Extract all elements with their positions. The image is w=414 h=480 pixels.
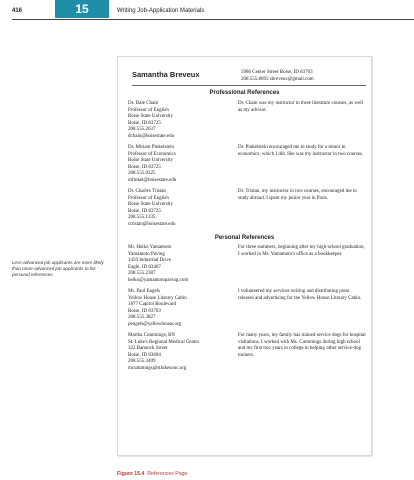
reference-note: Dr. Tristan, my instructor in two courses, encouraged me to study abroad. I spent my junior year in Paris. xyxy=(238,189,357,201)
reference-street: 1450 Industrial Drive xyxy=(128,258,172,263)
personal-references-heading: Personal References xyxy=(214,235,275,241)
contact-phone-email: 208.555.8693 sbreveux@gmail.com xyxy=(241,76,314,82)
reference-phone: 208.555.3827 xyxy=(128,315,156,320)
header-rule xyxy=(12,19,414,20)
reference-street: 322 Bannock Street xyxy=(128,346,168,351)
reference-org: Yellow House Literary Cabin xyxy=(128,295,187,301)
reference-address xyxy=(128,101,228,140)
reference-org: Boise State University xyxy=(128,202,173,207)
reference-email: mcummings@stlukesonc.org xyxy=(128,365,187,371)
reference-phone: 208.555.2387 xyxy=(128,271,156,276)
reference-note: For three summers, beginning after my high-school graduation, I worked in Mr. Yamamoto's office as a bookkeeper. xyxy=(238,245,365,257)
reference-name: Mr. Heiko Yamamoto xyxy=(128,245,172,250)
reference-name: Dr. Charles Tristan xyxy=(128,189,166,194)
reference-email: pengels@yellowhouse.org xyxy=(128,321,181,327)
reference-city: Boise, ID 83703 xyxy=(128,308,161,314)
reference-address xyxy=(128,189,228,228)
reference-entry xyxy=(128,245,366,287)
reference-name: Mr. Paul Engels xyxy=(128,289,161,294)
reference-email: dchain@boisestate.edu xyxy=(128,133,175,139)
reference-name: Martha Cummings, RN xyxy=(128,333,176,338)
figure-label: Figure 15.4 xyxy=(117,471,145,477)
chapter-number-box: 15 xyxy=(55,0,109,18)
sidebar-note: Less-advanced job applicants are more likely than more-advanced job applicants to list personal references. xyxy=(12,260,104,277)
name-rule xyxy=(132,85,366,86)
reference-name: Dr. Miriam Pinkelstein xyxy=(128,145,174,150)
page-number: 416 xyxy=(12,8,23,14)
reference-phone: 208.555.1335 xyxy=(128,215,156,220)
figure-title: References Page xyxy=(147,471,188,477)
reference-title: Professor of Economics xyxy=(128,151,176,157)
reference-org: Boise State University xyxy=(128,114,173,119)
reference-note: Dr. Chain was my instructor in three literature courses, as well as my advisor. xyxy=(238,101,363,113)
reference-org: St. Luke's Regional Medical Center xyxy=(128,339,200,345)
reference-note: For many years, my family has trained service dogs for hospital visitations. I worked with Ms. Cummings during high school and my first two years in college in helping other service-dog trainers. xyxy=(238,333,366,358)
reference-street: 1877 Capitol Boulevard xyxy=(128,302,177,307)
reference-city: Eagle, ID 83467 xyxy=(128,264,161,270)
professional-references-heading: Professional References xyxy=(209,90,280,96)
reference-entry xyxy=(128,289,366,331)
reference-org: Boise State University xyxy=(128,158,173,163)
reference-note: I volunteered my services writing and distributing press releases and advertising for the Yellow House Literary Cabin. xyxy=(238,289,362,301)
reference-org: Yamamoto Paving xyxy=(128,251,165,257)
reference-address xyxy=(128,245,228,284)
reference-address xyxy=(128,289,228,328)
reference-entry xyxy=(128,101,366,143)
reference-city: Boise, ID 83725 xyxy=(128,208,161,214)
applicant-contact xyxy=(241,70,366,83)
reference-city: Boise, ID 83604 xyxy=(128,352,161,358)
reference-address xyxy=(128,145,228,184)
reference-email: mfinkel@boisestate.edu xyxy=(128,177,177,183)
reference-city: Boise, ID 83725 xyxy=(128,164,161,170)
reference-city: Boise, ID 83725 xyxy=(128,120,161,126)
contact-address: 5986 Center Street Boise, ID 83703 xyxy=(241,70,313,75)
reference-title: Professor of English xyxy=(128,195,169,201)
references-document xyxy=(117,56,372,456)
applicant-name: Samantha Breveux xyxy=(132,70,200,79)
reference-entry xyxy=(128,189,366,231)
reference-address xyxy=(128,333,228,372)
reference-email: ctristan@boisestate.edu xyxy=(128,221,176,227)
reference-entry xyxy=(128,145,366,187)
reference-title: Professor of English xyxy=(128,107,169,113)
reference-phone: 208.555.0325 xyxy=(128,171,156,176)
chapter-title: Writing Job-Application Materials xyxy=(117,8,205,14)
reference-name: Dr. Dale Chain xyxy=(128,101,159,106)
reference-note: Dr. Pinkelstein encouraged me to study for a minor in economics, which I did. She was my instructor in two courses. xyxy=(238,145,364,157)
figure-caption xyxy=(117,471,187,477)
reference-phone: 208.555.3409 xyxy=(128,359,156,364)
reference-phone: 208.555.2637 xyxy=(128,127,156,132)
reference-entry xyxy=(128,333,366,375)
reference-email: heiko@yamamotopaving.com xyxy=(128,277,189,283)
